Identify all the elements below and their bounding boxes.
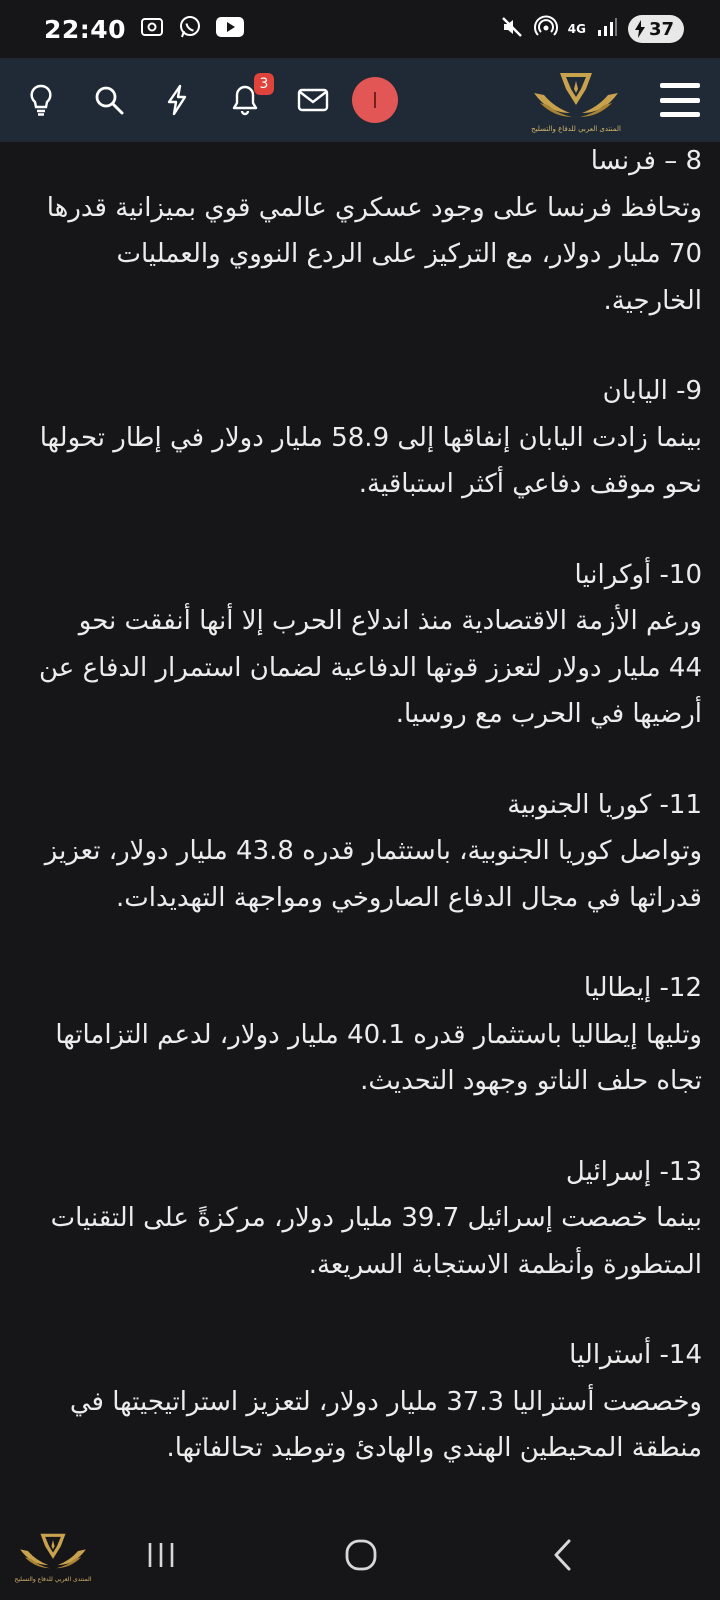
nav-logo[interactable] bbox=[10, 1514, 96, 1596]
network-label: 4G bbox=[567, 22, 586, 36]
battery-indicator bbox=[628, 15, 684, 43]
status-left bbox=[44, 15, 244, 44]
section-body: وخصصت أستراليا 37.3 مليار دولار، لتعزيز استراتيجيتها في منطقة المحيطين الهندي والهادئ وتوطيد تحالفاتها. bbox=[69, 1386, 702, 1463]
hotspot-icon bbox=[534, 15, 558, 43]
lightning-icon[interactable] bbox=[160, 83, 194, 117]
avatar[interactable] bbox=[352, 77, 398, 123]
section-ukraine bbox=[38, 552, 702, 738]
recent-apps-icon[interactable] bbox=[136, 1530, 186, 1580]
section-body: بينما خصصت إسرائيل 39.7 مليار دولار، مركزةً على التقنيات المتطورة وأنظمة الاستجابة السريعة. bbox=[50, 1203, 702, 1280]
charging-icon bbox=[634, 20, 646, 38]
section-body: ورغم الأزمة الاقتصادية منذ اندلاع الحرب إلا أنها أنفقت نحو 44 مليار دولار لتعزز قوتها الدفاعية لضمان استمرار الدفاع عن أرضيها في الحرب مع روسيا. bbox=[39, 606, 702, 729]
section-france bbox=[38, 140, 702, 324]
menu-icon[interactable] bbox=[660, 83, 700, 117]
avatar-initial-icon bbox=[372, 91, 378, 109]
section-south-korea bbox=[38, 782, 702, 922]
section-body: بينما زادت اليابان إنفاقها إلى 58.9 مليار دولار في إطار تحولها نحو موقف دفاعي أكثر استباقية. bbox=[39, 422, 702, 499]
whatsapp-icon bbox=[178, 15, 202, 43]
header-brand bbox=[528, 62, 700, 138]
back-icon[interactable] bbox=[538, 1530, 588, 1580]
mail-icon[interactable] bbox=[296, 83, 330, 117]
status-right bbox=[500, 15, 684, 43]
search-icon[interactable] bbox=[92, 83, 126, 117]
app-header bbox=[0, 58, 720, 142]
signal-icon bbox=[596, 16, 618, 42]
navigation-bar bbox=[0, 1510, 720, 1600]
logo-emblem-icon bbox=[530, 67, 622, 123]
notification-badge: 3 bbox=[254, 73, 274, 95]
section-body: وتليها إيطاليا باستثمار قدره 40.1 مليار دولار، لدعم التزاماتها تجاه حلف الناتو وجهود التحديث. bbox=[55, 1019, 702, 1096]
logo-emblem-icon bbox=[17, 1528, 89, 1574]
menu-line bbox=[660, 83, 700, 88]
section-heading: 8 – فرنسا bbox=[590, 146, 702, 176]
section-heading: 12- إيطاليا bbox=[583, 973, 702, 1003]
section-body: وتواصل كوريا الجنوبية، باستثمار قدره 43.8 مليار دولار، تعزيز قدراتها في مجال الدفاع الصاروخي ومواجهة التهديدات. bbox=[44, 836, 702, 913]
logo[interactable] bbox=[528, 62, 624, 138]
section-heading: 14- أستراليا bbox=[569, 1340, 702, 1370]
section-australia bbox=[38, 1332, 702, 1472]
clock: 22:40 bbox=[44, 14, 127, 44]
logo-caption: المنتدى العربي للدفاع والتسليح bbox=[531, 125, 621, 133]
menu-line bbox=[660, 112, 700, 117]
section-body: وتحافظ فرنسا على وجود عسكري عالمي قوي بميزانية قدرها 70 مليار دولار، مع التركيز على الردع النووي والعمليات الخارجية. bbox=[46, 192, 702, 316]
section-japan bbox=[38, 368, 702, 508]
section-heading: 9- اليابان bbox=[602, 376, 702, 406]
home-icon[interactable] bbox=[336, 1530, 386, 1580]
nav-logo-caption: المنتدى العربي للدفاع والتسليح bbox=[14, 1575, 92, 1583]
lightbulb-icon[interactable] bbox=[24, 83, 58, 117]
section-heading: 10- أوكرانيا bbox=[574, 559, 702, 590]
youtube-icon bbox=[216, 17, 244, 41]
screenshot-icon bbox=[140, 16, 164, 42]
section-italy bbox=[38, 965, 702, 1105]
mute-icon bbox=[500, 15, 524, 43]
section-israel bbox=[38, 1149, 702, 1289]
bell-icon[interactable] bbox=[228, 76, 269, 117]
section-heading: 13- إسرائيل bbox=[565, 1156, 702, 1187]
status-bar bbox=[0, 0, 720, 58]
battery-level: 37 bbox=[648, 18, 674, 40]
header-actions bbox=[24, 76, 330, 117]
menu-line bbox=[660, 98, 700, 103]
article-content bbox=[38, 140, 702, 1510]
section-heading: 11- كوريا الجنوبية bbox=[507, 789, 702, 820]
